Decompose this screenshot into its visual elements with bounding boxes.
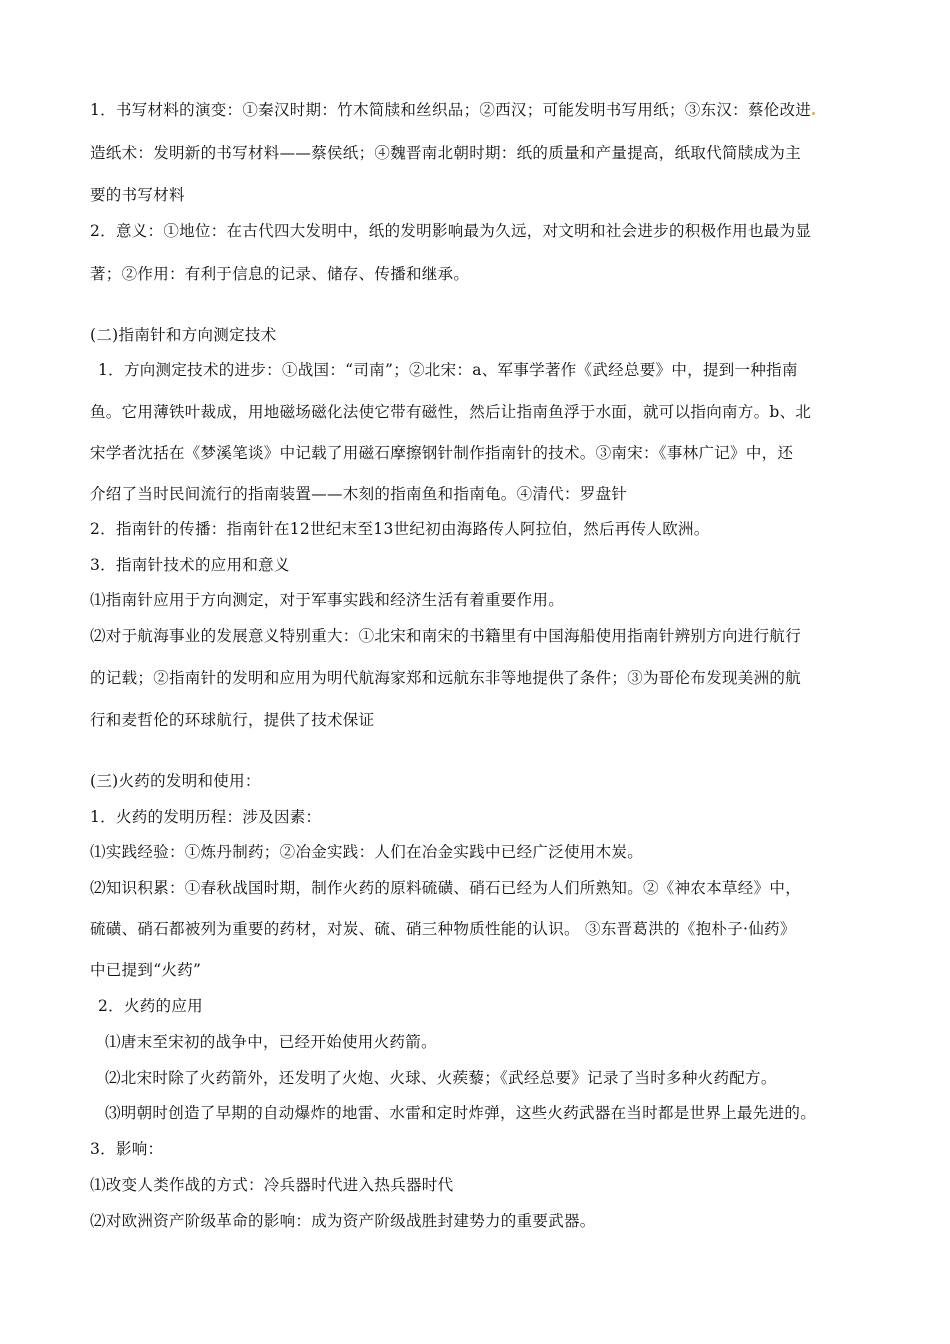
- paragraph-line: 2．意义：①地位：在古代四大发明中，纸的发明影响最为久远，对文明和社会进步的积极作用也最为显: [90, 222, 812, 240]
- paragraph-line: 要的书写材料: [90, 186, 185, 204]
- paragraph-line: ⑵知识积累：①春秋战国时期，制作火药的原料硫磺、硝石已经为人们所熟知。②《神农本草经》中，: [90, 879, 802, 897]
- paragraph-line: 3．指南针技术的应用和意义: [90, 556, 290, 574]
- paragraph-line: ⑵对于航海事业的发展意义特别重大：①北宋和南宋的书籍里有中国海船使用指南针辨别方向进行航行: [90, 627, 802, 645]
- line-text: 1．书写材料的演变：①秦汉时期：竹木简牍和丝织品；②西汉；可能发明书写用纸；③东汉：蔡伦改进: [90, 101, 812, 119]
- paragraph-line: 硫磺、硝石都被列为重要的药材，对炭、硫、硝三种物质性能的认识。 ③东晋葛洪的《抱朴子·仙药》: [90, 920, 796, 938]
- paragraph-line: 1．方向测定技术的进步：①战国：“司南”；②北宋：a、军事学著作《武经总要》中，提到一种指南: [98, 361, 798, 379]
- paragraph-line: 2．指南针的传播：指南针在12世纪末至13世纪初由海路传人阿拉伯，然后再传人欧洲。: [90, 520, 710, 538]
- paragraph-line: 中已提到“火药”: [90, 961, 202, 979]
- paragraph-line: 1．火药的发明历程：涉及因素：: [90, 808, 322, 826]
- paragraph-line: 行和麦哲伦的环球航行，提供了技术保证: [90, 711, 375, 729]
- paragraph-line: 的记载；②指南针的发明和应用为明代航海家郑和远航东非等地提供了条件；③为哥伦布发现美洲的航: [90, 669, 802, 687]
- paragraph-line: ⑴实践经验：①炼丹制药；②冶金实践：人们在冶金实践中已经广泛使用木炭。: [90, 843, 644, 861]
- paragraph-line: ⑴唐末至宋初的战争中，已经开始使用火药箭。: [105, 1033, 437, 1051]
- paragraph-line: 鱼。它用薄铁叶裁成，用地磁场磁化法使它带有磁性，然后让指南鱼浮于水面，就可以指向南方。b、北: [90, 403, 812, 421]
- paragraph-line: 著；②作用：有利于信息的记录、储存、传播和继承。: [90, 265, 470, 283]
- paragraph-line: 宋学者沈括在《梦溪笔谈》中记载了用磁石摩擦钢针制作指南针的技术。③南宋：《事林广记》中，还: [90, 444, 794, 462]
- paragraph-line: ⑵北宋时除了火药箭外，还发明了火炮、火球、火蒺藜；《武经总要》记录了当时多种火药配方。: [105, 1069, 777, 1087]
- paragraph-line: [90, 100, 870, 120]
- paragraph-line: ⑴指南针应用于方向测定，对于军事实践和经济生活有着重要作用。: [90, 591, 565, 609]
- paragraph-line: ⑴改变人类作战的方式：冷兵器时代进入热兵器时代: [90, 1176, 454, 1194]
- mark-dot: [812, 112, 815, 115]
- section-heading: (二)指南针和方向测定技术: [90, 326, 277, 344]
- paragraph-line: ⑶明朝时创造了早期的自动爆炸的地雷、水雷和定时炸弹，这些火药武器在当时都是世界上最先进的。: [105, 1104, 817, 1122]
- paragraph-line: 3．影响：: [90, 1140, 164, 1158]
- paragraph-line: ⑵对欧洲资产阶级革命的影响：成为资产阶级战胜封建势力的重要武器。: [90, 1212, 596, 1230]
- paragraph-line: 介绍了当时民间流行的指南装置——木刻的指南鱼和指南龟。④清代：罗盘针: [90, 485, 628, 503]
- paragraph-line: 造纸术：发明新的书写材料——蔡侯纸；④魏晋南北朝时期：纸的质量和产量提高，纸取代简牍成为主: [90, 144, 802, 162]
- paragraph-line: 2．火药的应用: [98, 997, 203, 1015]
- section-heading: (三)火药的发明和使用：: [90, 772, 261, 790]
